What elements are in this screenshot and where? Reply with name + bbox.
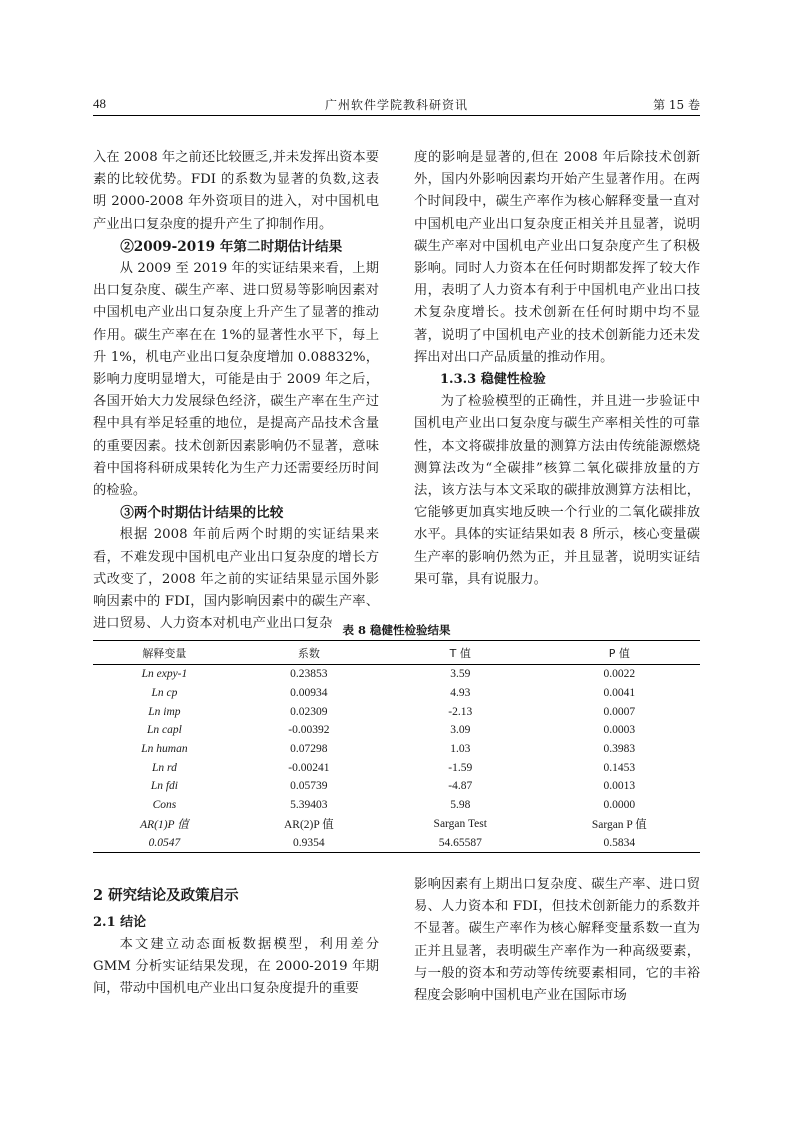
table-cell: AR(1)P 值: [140, 818, 189, 831]
table-caption: 表 8 稳健性检验结果: [342, 623, 451, 637]
page-number: 48: [93, 96, 106, 111]
paragraph: 入在 2008 年之前还比较匮乏,并未发挥出资本要素的比较优势。FDI 的系数为显著的负数,这表明 2000-2008 年外资项目的进入，对中国机电产业出口复杂度的提升产生了抑制作用。: [93, 150, 379, 232]
right-column-bottom: [414, 874, 700, 1007]
table-cell: Ln expy-1: [141, 668, 188, 681]
table-cell: 0.5834: [539, 833, 700, 852]
table-cell: 0.0003: [603, 724, 636, 737]
table-row: [93, 833, 700, 852]
subheading-second-period: ②2009-2019 年第二时期估计结果: [120, 238, 343, 255]
table-cell: 0.0007: [603, 705, 636, 718]
table-cell: 0.02309: [290, 705, 328, 718]
table-cell: 0.3983: [603, 743, 636, 756]
column-header: 系数: [236, 641, 382, 665]
column-header: 解释变量: [93, 641, 236, 665]
table-cell: 0.0000: [603, 799, 636, 812]
table-cell: 0.05739: [290, 780, 328, 793]
table-cell: -0.00392: [288, 724, 330, 737]
subsection-title: 2.1 结论: [93, 915, 147, 930]
table-cell: 4.93: [450, 687, 471, 700]
table-cell: 54.65587: [382, 833, 539, 852]
table-cell: Sargan Test: [433, 817, 487, 830]
robustness-table: [93, 640, 700, 853]
table-row: [93, 777, 700, 796]
table-header-row: [93, 641, 700, 665]
table-cell: -0.00241: [288, 761, 330, 774]
paragraph: 从 2009 至 2019 年的实证结果来看，上期出口复杂度、碳生产率、进口贸易等影响因素对中国机电产业出口复杂度上升产生了显著的推动作用。碳生产率在在 1%的显著性水平下，每上升 1%，机电产业出口复杂度增加 0.08832%，影响力度明显增大，可能是由于 2009 年之后，各国开始大力发展绿色经济，碳生产率在生产过程中具有举足轻重的地位，是提高产品技术含量的重要因素。技术创新因素影响仍不显著，意味着中国将科研成果转化为生产力还需要经历时间的检验。: [93, 261, 379, 499]
column-header: T 值: [382, 641, 539, 665]
table-cell: Ln human: [141, 743, 188, 756]
table-row: [93, 721, 700, 740]
table-cell: Ln imp: [148, 705, 181, 718]
paragraph: 本文建立动态面板数据模型，利用差分 GMM 分析实证结果发现，在 2000-2019 年期间，带动中国机电产业出口复杂度提升的重要: [93, 937, 379, 997]
table-cell: 0.0041: [603, 687, 636, 700]
table-cell: -1.59: [448, 761, 473, 774]
section-heading-robustness: 1.3.3 稳健性检验: [440, 372, 546, 388]
paragraph: 影响因素有上期出口复杂度、碳生产率、进口贸易、人力资本和 FDI，但技术创新能力的系数并不显著。碳生产率作为核心解释变量系数一直为正并且显著，表明碳生产率作为一种高级要素，与一般的资本和劳动等传统要素相同，它的丰裕程度会影响中国机电产业在国际市场: [414, 877, 700, 1004]
table-row: [93, 758, 700, 777]
table-cell: 0.0013: [603, 780, 636, 793]
table-row: [93, 665, 700, 684]
page-header: [93, 95, 700, 116]
left-column-top: [93, 147, 379, 635]
paragraph: 度的影响是显著的,但在 2008 年后除技术创新外，国内外影响因素均开始产生显著作用。在两个时间段中，碳生产率作为核心解释变量一直对中国机电产业出口复杂度正相关并且显著，说明碳生产率对中国机电产业出口复杂度产生了积极影响。同时人力资本在任何时期都发挥了较大作用，表明了人力资本有利于中国机电产业出口技术复杂度增长。技术创新在任何时期中均不显著，说明了中国机电产业的技术创新能力还未发挥出对出口产品质量的推动作用。: [414, 150, 700, 365]
table-cell: -4.87: [448, 780, 473, 793]
table-cell: Ln capl: [147, 724, 182, 737]
volume-label: 第 15 卷: [653, 98, 700, 112]
paragraph: 为了检验模型的正确性，并且进一步验证中国机电产业出口复杂度与碳生产率相关性的可靠性，本文将碳排放量的测算方法由传统能源燃烧测算法改为“全碳排”核算二氧化碳排放量的方法，该方法与本文采取的碳排放测算方法相比，它能够更加真实地反映一个行业的二氧化碳排放水平。具体的实证结果如表 8 所示，核心变量碳生产率的影响仍然为正，并且显著，说明实证结果可靠，具有说服力。: [414, 394, 700, 587]
column-header: P 值: [539, 641, 700, 665]
table-row: [93, 702, 700, 721]
paragraph: 根据 2008 年前后两个时期的实证结果来看，不难发现中国机电产业出口复杂度的增长方式改变了，2008 年之前的实证结果显示国外影响因素中的 FDI，国内影响因素中的碳生产率、进口贸易、人力资本对机电产业出口复杂: [93, 527, 379, 632]
table-row: [93, 684, 700, 703]
table-cell: Ln cp: [151, 687, 178, 700]
table-cell: 0.07298: [290, 743, 328, 756]
table-cell: 1.03: [450, 743, 471, 756]
section-title: 2 研究结论及政策启示: [93, 887, 239, 904]
table-cell: 3.09: [450, 724, 471, 737]
table-cell: Cons: [152, 799, 177, 812]
journal-title: 广州软件学院教科研资讯: [324, 98, 468, 112]
table-cell: 0.9354: [236, 833, 382, 852]
right-column-top: [414, 147, 700, 591]
subheading-comparison: ③两个时期估计结果的比较: [120, 505, 284, 522]
table-cell: 5.39403: [290, 799, 328, 812]
table-row: [93, 740, 700, 759]
table-cell: 0.0022: [603, 668, 636, 681]
table-cell: 0.00934: [290, 687, 328, 700]
table-cell: 0.23853: [290, 668, 328, 681]
table-cell: Ln fdi: [150, 780, 179, 793]
table-cell: AR(2)P 值: [284, 818, 334, 831]
table-cell: Ln rd: [152, 761, 177, 774]
table-row: [93, 796, 700, 815]
table-row: [93, 815, 700, 834]
table-cell: Sargan P 值: [591, 818, 647, 831]
table-cell: 0.0547: [93, 833, 236, 852]
table-cell: 5.98: [450, 799, 471, 812]
left-column-bottom: [93, 934, 379, 1001]
table-cell: 3.59: [450, 668, 471, 681]
table-cell: 0.1453: [603, 761, 636, 774]
table-cell: -2.13: [448, 705, 473, 718]
